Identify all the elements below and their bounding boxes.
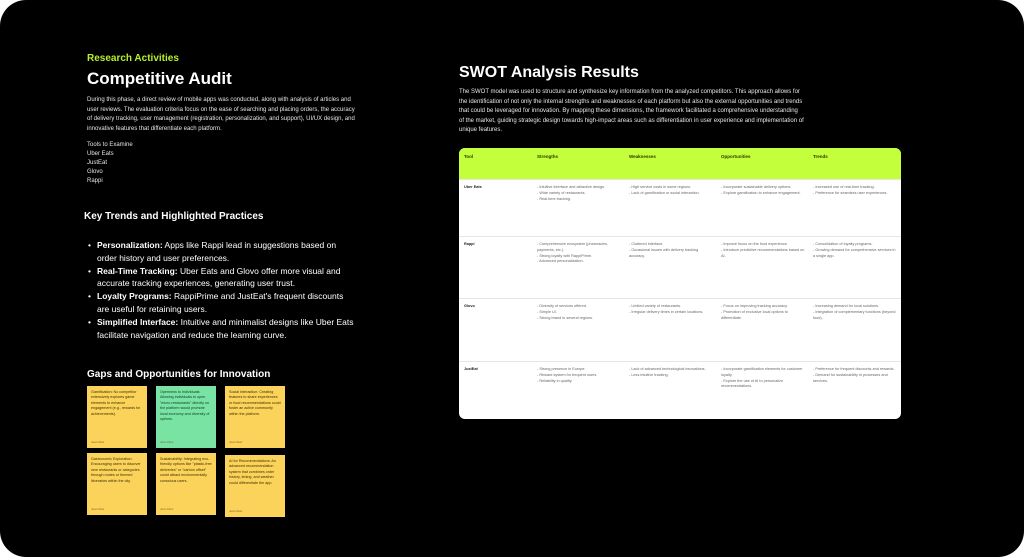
trend-item — [97, 265, 357, 291]
cell-opportunities: - Improve focus on the food experience. - Introduce predictive recommendations based on AI. — [721, 242, 805, 258]
trend-item — [97, 316, 357, 342]
sticky-note — [225, 455, 285, 517]
cell-trends: - Consolidation of loyalty programs. - Growing demand for comprehensive services in a single app. — [813, 242, 896, 258]
trend-label: Personalization: — [97, 240, 163, 250]
cell-opportunities: - Incorporate sustainable delivery options. - Explore gamification to enhance engagement. — [721, 185, 801, 195]
sticky-note — [87, 386, 147, 448]
header-weaknesses: Weaknesses — [629, 154, 656, 159]
cell-weaknesses: - Limited variety of restaurants. - Irregular delivery times in certain locations. — [629, 304, 704, 314]
table-row — [459, 236, 901, 299]
gaps-title: Gaps and Opportunities for Innovation — [87, 369, 271, 380]
cell-opportunities: - Focus on improving tracking accuracy. - Promotion of exclusive local options to differentiate. — [721, 304, 788, 320]
trends-title: Key Trends and Highlighted Practices — [84, 211, 264, 222]
trend-item — [97, 239, 357, 265]
note-text: Gastronomic Exploration: Encouraging users to discover new restaurants or categories through routes or themed itineraries within the city. — [91, 457, 141, 483]
trend-label: Real-Time Tracking: — [97, 265, 178, 276]
cell-strengths: - Comprehensive ecosystem (pharmacies, payments, etc.). - Strong loyalty with RappiPrime. - Advanced personalization. — [537, 242, 609, 264]
trends-list — [87, 239, 357, 341]
trend-item — [97, 290, 357, 316]
note-text: AI for Recommendations: An advanced recommendation system that combines order history, timing, and weather could differentiate the app. — [229, 459, 276, 485]
tool-item: Rappi — [87, 178, 103, 184]
tool-item: Glovo — [87, 169, 103, 175]
trend-text: Uber Eats and Glovo offer more visual and accurate tracking experiences, generating user trust. — [97, 265, 341, 289]
sticky-note — [156, 453, 216, 515]
note-author: Juan Diaz — [91, 439, 105, 444]
cell-trends: - Increasing demand for local solutions. - Integration of complementary functions (beyond food). — [813, 304, 896, 320]
cell-strengths: - Intuitive interface and attractive design. - Wide variety of restaurants. - Real-time tracking. — [537, 185, 606, 201]
cell-strengths: - Diversity of services offered. - Simple UI. - Strong brand in several regions. — [537, 304, 594, 320]
swot-table — [459, 148, 901, 419]
tool-item: JustEat — [87, 160, 108, 166]
cell-trends: - Increased use of real-time tracking. - Preference for seamless user experiences. — [813, 185, 888, 195]
note-text: Openness to Individuals: Allowing individuals to open "micro-restaurants" directly on the platform would promote local economy and diversity of options. — [160, 390, 210, 422]
table-row — [459, 361, 901, 419]
tools-list — [87, 141, 133, 186]
trend-text: Intuitive and minimalist designs like Uber Eats facilitate navigation and reduce the learning curve. — [97, 316, 354, 340]
cell-tool: JustEat — [464, 367, 478, 371]
sticky-note — [87, 453, 147, 515]
swot-paragraph: The SWOT model was used to structure and synthesize key information from the analyzed competitors. This approach allows for the identification of not only the internal strengths and weaknesses of each platform but also the external opportunities and trends that could be leveraged for innovation. By mapping these dimensions, the framework facilitated a comprehensive understanding of the market, guiding strategic design towards high-impact areas such as differentiation in user experience and implementation of unique features. — [459, 89, 804, 133]
audit-paragraph: During this phase, a direct review of mobile apps was conducted, along with analysis of articles and user reviews. The evaluation criteria focus on the ease of searching and placing orders, the accuracy of delivery tracking, user management (registration, personalization, and support), UI/UX design, and innovative features that differentiate each platform. — [87, 97, 355, 132]
note-text: Sustainability: Integrating eco-friendly options like "plastic-free deliveries" or "carbon offset" could attract environmentally conscious users. — [160, 457, 212, 483]
cell-tool: Glovo — [464, 304, 475, 308]
cell-tool: Rappi — [464, 242, 475, 246]
trend-label: Simplified Interface: — [97, 316, 179, 327]
cell-opportunities: - Incorporate gamification elements for customer loyalty. - Explore the use of AI to personalize recommendations. — [721, 367, 803, 389]
note-author: Juan Diaz — [229, 439, 243, 444]
trend-label: Loyalty Programs: — [97, 291, 172, 302]
table-row — [459, 179, 901, 237]
note-text: Social Interaction: Creating features to share experiences or food recommendations could foster an active community within the platform. — [229, 390, 281, 416]
tools-label: Tools to Examine — [87, 142, 133, 148]
section-kicker: Research Activities — [87, 53, 179, 64]
cell-weaknesses: - Cluttered interface. - Occasional issues with delivery tracking accuracy. — [629, 242, 699, 258]
table-row — [459, 298, 901, 362]
note-text: Gamification: No competitor extensively explores game elements to enhance engagement (e.g., rewards for achievements). — [91, 390, 141, 416]
cell-weaknesses: - Lack of advanced technological innovations. - Less intuitive tracking. — [629, 367, 706, 377]
header-opportunities: Opportunities — [721, 154, 751, 159]
swot-title: SWOT Analysis Results — [459, 64, 639, 81]
cell-weaknesses: - High service costs in some regions. - Lack of gamification or social interaction. — [629, 185, 700, 195]
note-author: Juan Diaz — [160, 506, 174, 511]
cell-strengths: - Strong presence in Europe. - Reward system for frequent users. - Reliability in quality. — [537, 367, 598, 383]
note-author: Juan Diaz — [160, 439, 174, 444]
header-tool: Tool — [464, 154, 474, 159]
table-header — [459, 148, 901, 179]
header-strengths: Strengths — [537, 154, 559, 159]
note-author: Juan Diaz — [229, 508, 243, 513]
cell-trends: - Preference for frequent discounts and rewards. - Demand for sustainability in processes and services. — [813, 367, 895, 383]
sticky-note — [156, 386, 216, 448]
trend-text: RappiPrime and JustEat's frequent discounts are useful for retaining users. — [97, 291, 344, 314]
tool-item: Uber Eats — [87, 151, 114, 157]
page-title: Competitive Audit — [87, 69, 232, 88]
header-trends: Trends — [813, 154, 828, 159]
note-author: Juan Diaz — [91, 506, 105, 511]
trend-text: Apps like Rappi lead in suggestions based on order history and user preferences. — [97, 240, 337, 263]
cell-tool: Uber Eats — [464, 185, 482, 189]
sticky-note — [225, 386, 285, 448]
